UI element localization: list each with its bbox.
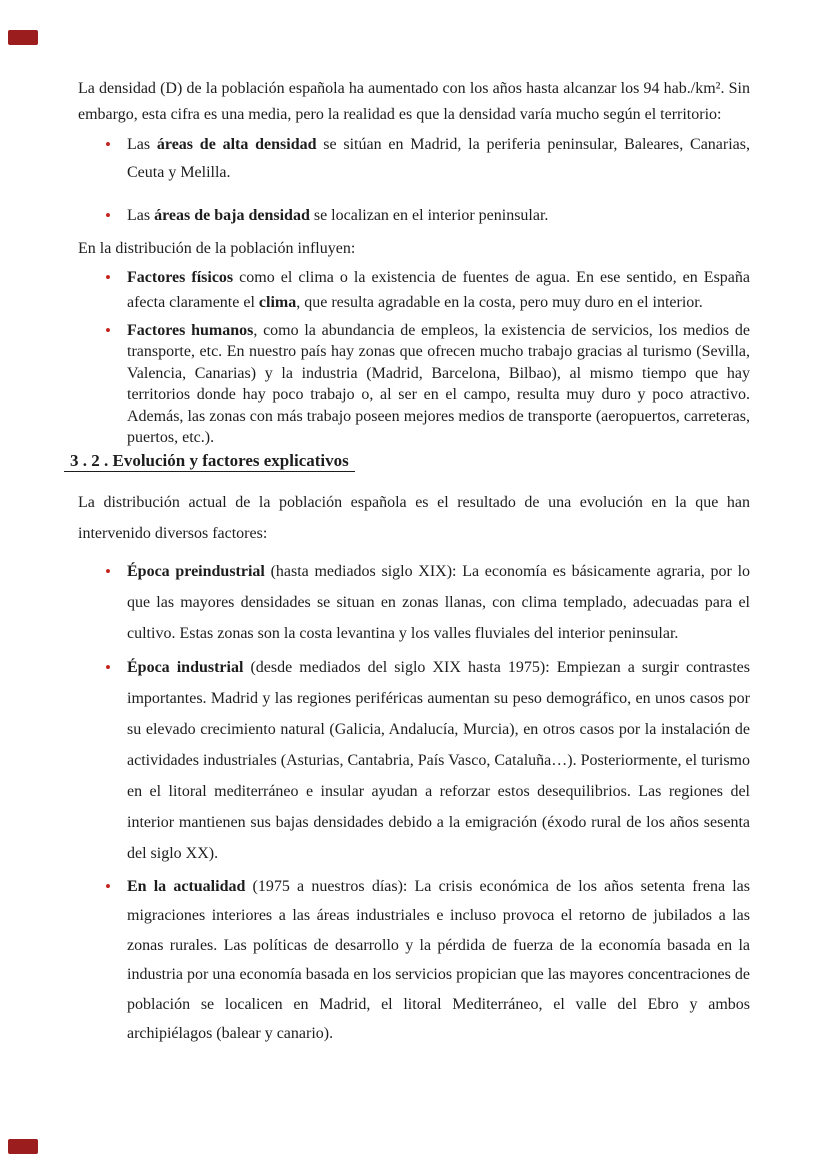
list-item-text: Las — [127, 207, 155, 224]
list-item-human-factors — [78, 320, 750, 449]
list-item-text: se sitúan en Madrid, la periferia peninsular, Baleares, Canarias, Ceuta y Melilla. — [127, 136, 751, 181]
bullet-icon: • — [105, 135, 111, 154]
list-item-text: (desde mediados del siglo XIX hasta 1975): Empiezan a surgir contrastes importantes. Madrid y las regiones periféricas aumentan su peso demográfico, en unos casos por su elevado crecimiento natural (Galicia, Andalucía, Murcia), en otros casos por la instalación de actividades industriales (Asturias, Cantabria, País Vasco, Cataluña…). Posteriormente, el turismo en el litoral mediterráneo e insular ayudan a reforzar estos desequilibrios. Las regiones del interior mantienen sus bajas densidades debido a la emigración (éxodo rural de los años sesenta del siglo XX). — [127, 658, 750, 862]
paragraph-text: En la distribución de la población influyen: — [78, 240, 356, 257]
list-item-text: (hasta mediados siglo XIX): La economía es básicamente agraria, por lo que las mayores densidades se situan en zonas llanas, con clima templado, adecuadas para el cultivo. Estas zonas son la costa levantina y los valles fluviales del interior peninsular. — [127, 562, 751, 642]
bullet-icon: • — [105, 561, 111, 581]
bullet-icon: • — [105, 657, 111, 677]
paragraph-evolution-intro — [78, 487, 750, 549]
list-item-physical-factors — [78, 265, 750, 315]
paragraph-text: La distribución actual de la población española es el resultado de una evolución en la que han intervenido diversos factores: — [78, 493, 750, 542]
paragraph-distribution-factors — [78, 236, 750, 262]
list-item-text-bold: Factores humanos — [127, 321, 254, 339]
paragraph-density-intro — [78, 76, 750, 127]
bullet-icon: • — [105, 876, 111, 896]
list-item-high-density — [78, 131, 750, 187]
list-item-industrial-era — [78, 652, 750, 869]
list-item-text: , como la abundancia de empleos, la existencia de servicios, los medios de transporte, etc. En nuestro país hay zonas que ofrecen mucho trabajo gracias al turismo (Sevilla, Valencia, Canarias) y la industria (Madrid, Barcelona, Bilbao), al mismo tiempo que hay territorios donde hay poco trabajo o, al ser en el campo, resulta muy duro y poco atractivo. Además, las zonas con más trabajo poseen mejores medios de transporte (aeropuertos, carreteras, puertos, etc.). — [127, 321, 750, 446]
list-item-text: se localizan en el interior peninsular. — [309, 207, 549, 224]
section-heading-text: 3 . 2 . Evolución y factores explicativos — [64, 451, 355, 472]
evolution-stages-list — [78, 556, 750, 1049]
corner-mark-bottom — [8, 1139, 38, 1154]
list-item-low-density — [78, 202, 750, 230]
list-item-present-day — [78, 872, 750, 1049]
list-item-text: Las — [127, 136, 157, 153]
list-item-text-bold: clima — [258, 293, 297, 311]
bullet-icon: • — [105, 206, 111, 225]
paragraph-text: La densidad (D) de la población española ha aumentado con los años hasta alcanzar los 94 hab./km². Sin embargo, esta cifra es una media, pero la realidad es que la densidad varía mucho según el territorio: — [78, 80, 750, 123]
section-heading-3-2 — [64, 449, 750, 472]
list-item-preindustrial-era — [78, 556, 750, 649]
density-areas-list — [78, 131, 750, 230]
list-item-text: como el clima o la existencia de fuentes de agua. En ese sentido, en España afecta claramente el — [127, 268, 751, 311]
list-item-text-bold: En la actualidad — [127, 877, 246, 895]
factors-list — [78, 265, 750, 449]
list-item-text-bold: Época industrial — [127, 658, 244, 676]
bullet-icon: • — [105, 267, 111, 287]
list-item-text-bold: áreas de baja densidad — [154, 207, 310, 224]
list-item-text: (1975 a nuestros días): La crisis económica de los años setenta frena las migraciones interiores a las áreas industriales e incluso provoca el retorno de jubilados a las zonas rurales. Las políticas de desarrollo y la pérdida de fuerza de la economía basada en la industria por una economía basada en los servicios propician que las mayores concentraciones de población se localicen en Madrid, el litoral Mediterráneo, el valle del Ebro y ambos archipiélagos (balear y canario). — [127, 877, 751, 1042]
list-item-text: , que resulta agradable en la costa, pero muy duro en el interior. — [296, 293, 703, 311]
list-item-text-bold: Época preindustrial — [127, 562, 265, 580]
list-item-text-bold: Factores físicos — [127, 268, 234, 286]
corner-mark-top — [8, 30, 38, 45]
list-item-text-bold: áreas de alta densidad — [156, 136, 317, 153]
bullet-icon: • — [105, 320, 111, 340]
